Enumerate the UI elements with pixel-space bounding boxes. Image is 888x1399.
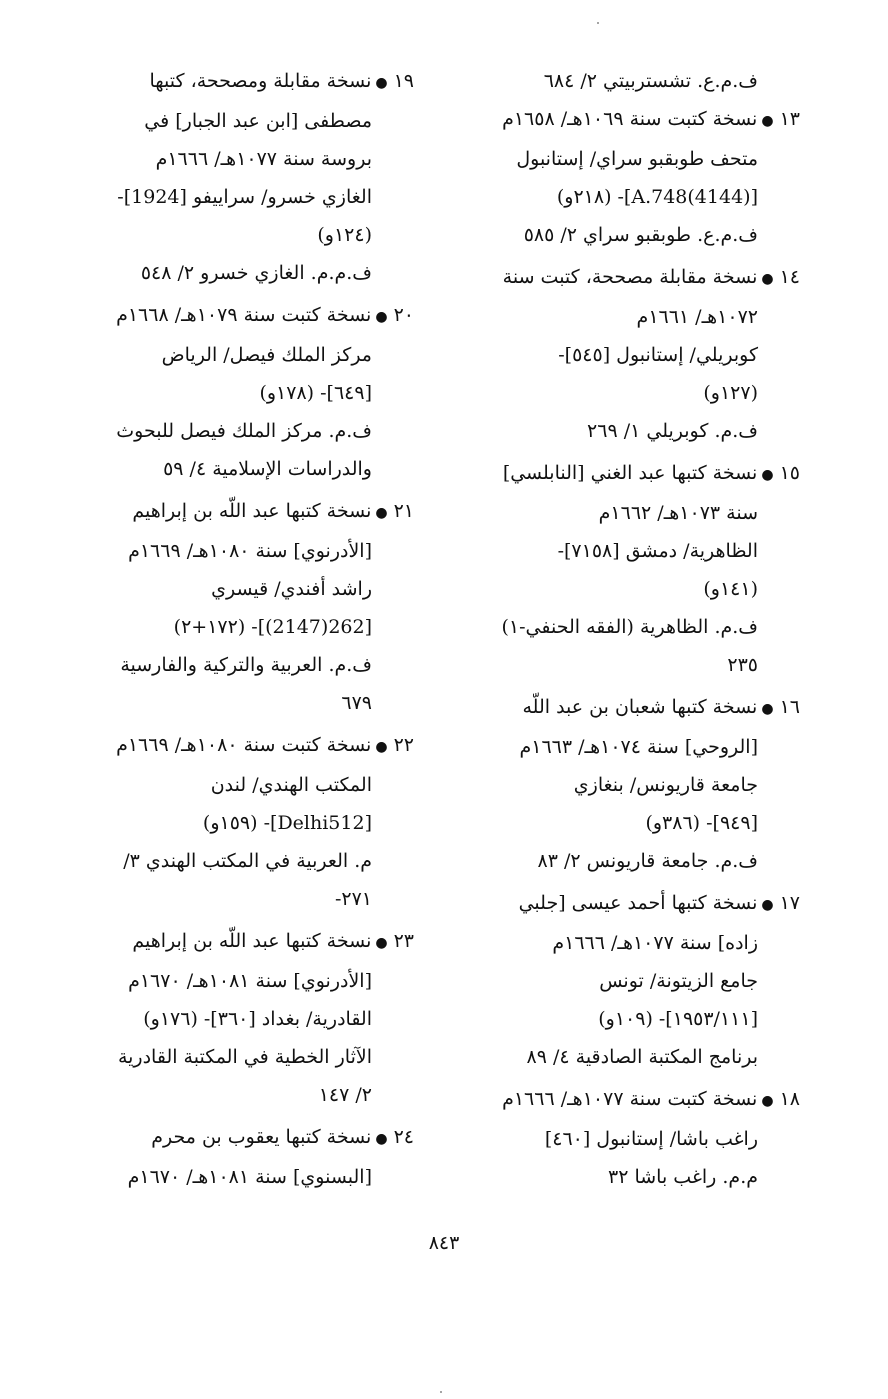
entry-line: ف.م.ع. طوبقبو سراي ٢/ ٥٨٥ — [523, 224, 758, 246]
entry-line: م. العربية في المكتب الهندي ٣/ — [123, 850, 372, 872]
entry-number: ١٤ — [779, 266, 800, 288]
bullet-icon: ● — [375, 505, 388, 521]
entry-line: نسخة كتبها عبد الغني [النابلسي] — [502, 462, 758, 484]
entry-line: برنامج المكتبة الصادقية ٤/ ٨٩ — [526, 1046, 758, 1068]
manuscript-entry — [84, 922, 414, 1114]
bullet-icon: ● — [761, 701, 774, 717]
entry-line: راغب باشا/ إستانبول [٤٦٠] — [544, 1128, 758, 1150]
entry-line: نسخة كتبت سنة ١٠٧٩هـ/ ١٦٦٨م — [116, 304, 372, 326]
bullet-icon: ● — [375, 739, 388, 755]
entry-line: ١٠٧٢هـ/ ١٦٦١م — [636, 306, 758, 328]
entry-line: نسخة كتبت سنة ١٠٦٩هـ/ ١٦٥٨م — [502, 108, 758, 130]
entry-spacer — [84, 1196, 414, 1200]
entry-line: ف.م. مركز الملك فيصل للبحوث — [116, 420, 372, 442]
manuscript-entry — [470, 688, 800, 880]
entry-number: ١٣ — [779, 108, 800, 130]
entry-line: [Delhi512]- (١٥٩و) — [202, 812, 372, 834]
page-number: ٨٤٣ — [428, 1232, 460, 1254]
right-column — [470, 62, 800, 1200]
entry-first-line — [470, 454, 800, 494]
entry-line: ف.م.م. الغازي خسرو ٢/ ٥٤٨ — [140, 262, 372, 284]
entry-line: نسخة كتبت سنة ١٠٧٧هـ/ ١٦٦٦م — [502, 1088, 758, 1110]
entry-number: ١٨ — [779, 1088, 800, 1110]
entry-line: [262(2147)]- (١٧٢+٢) — [173, 616, 372, 638]
entry-line: جامعة قاريونس/ بنغازي — [573, 774, 758, 796]
entry-number: ٢٢ — [393, 734, 414, 756]
manuscript-entry — [470, 1080, 800, 1196]
bullet-icon: ● — [761, 1093, 774, 1109]
entry-first-line — [470, 258, 800, 298]
entry-first-line — [84, 62, 414, 102]
entry-line: زاده] سنة ١٠٧٧هـ/ ١٦٦٦م — [552, 932, 758, 954]
entry-number: ١٩ — [393, 70, 414, 92]
entry-number: ١٧ — [779, 892, 800, 914]
entry-number: ٢١ — [393, 500, 414, 522]
entry-line: نسخة كتبها أحمد عيسى [جلبي — [518, 892, 758, 914]
entry-line: الغازي خسرو/ سراييفو [1924]- — [117, 186, 372, 208]
entry-line: ف.م. الظاهرية (الفقه الحنفي-١) — [501, 616, 758, 638]
entry-line: م.م. راغب باشا ٣٢ — [608, 1166, 758, 1188]
entry-line: والدراسات الإسلامية ٤/ ٥٩ — [163, 458, 372, 480]
entry-line: (١٢٧و) — [703, 382, 758, 404]
entry-line: كوبريلي/ إستانبول [٥٤٥]- — [558, 344, 758, 366]
entry-number: ٢٠ — [393, 304, 414, 326]
manuscript-entry — [470, 454, 800, 684]
bullet-icon: ● — [375, 309, 388, 325]
entry-line: متحف طوبقبو سراي/ إستانبول — [516, 148, 758, 170]
entry-line: ٢٧١- — [334, 888, 372, 910]
entry-first-line — [84, 492, 414, 532]
scan-speck — [440, 1391, 442, 1393]
entry-line: نسخة كتبت سنة ١٠٨٠هـ/ ١٦٦٩م — [116, 734, 372, 756]
left-column — [84, 62, 414, 1200]
entry-line: ف.م. العربية والتركية والفارسية — [120, 654, 372, 676]
bullet-icon: ● — [375, 1131, 388, 1147]
entry-line: (١٢٤و) — [317, 224, 372, 246]
entry-line: نسخة كتبها شعبان بن عبد اللّه — [522, 696, 758, 718]
entry-line: [الروحي] سنة ١٠٧٤هـ/ ١٦٦٣م — [519, 736, 758, 758]
entry-line: القادرية/ بغداد [٣٦٠]- (١٧٦و) — [143, 1008, 372, 1030]
entry-line: مصطفى [ابن عبد الجبار] في — [144, 110, 372, 132]
scan-speck — [597, 22, 599, 24]
entry-first-line — [84, 296, 414, 336]
bullet-icon: ● — [375, 75, 388, 91]
entry-line: [البسنوي] سنة ١٠٨١هـ/ ١٦٧٠م — [127, 1166, 372, 1188]
entry-first-line — [84, 726, 414, 766]
entry-spacer — [470, 1196, 800, 1200]
entry-line: نسخة كتبها عبد اللّه بن إبراهيم — [132, 930, 372, 952]
manuscript-entry — [84, 492, 414, 722]
entry-number: ٢٤ — [393, 1126, 414, 1148]
entry-line: الآثار الخطية في المكتبة القادرية — [117, 1046, 372, 1068]
entry-line: ف.م. جامعة قاريونس ٢/ ٨٣ — [537, 850, 758, 872]
manuscript-entry — [470, 100, 800, 254]
entry-number: ٢٣ — [393, 930, 414, 952]
bullet-icon: ● — [375, 935, 388, 951]
entry-first-line — [470, 884, 800, 924]
manuscript-entry — [84, 62, 414, 292]
entry-first-line — [470, 1080, 800, 1120]
entry-line: (١٤١و) — [703, 578, 758, 600]
entry-first-line — [470, 100, 800, 140]
entry-number: ١٦ — [779, 696, 800, 718]
entry-first-line — [84, 1118, 414, 1158]
manuscript-entry — [84, 1118, 414, 1196]
entry-line: [١٩٥٣/١١١]- (١٠٩و) — [598, 1008, 758, 1030]
entry-line: نسخة كتبها يعقوب بن محرم — [151, 1126, 372, 1148]
entry-line: [٦٤٩]- (١٧٨و) — [259, 382, 372, 404]
entry-line: مركز الملك فيصل/ الرياض — [161, 344, 372, 366]
entry-line: سنة ١٠٧٣هـ/ ١٦٦٢م — [598, 502, 758, 524]
lead-line: ف.م.ع. تشستربيتي ٢/ ٦٨٤ — [543, 70, 758, 92]
entry-line: ٢٣٥ — [727, 654, 758, 676]
entry-line: [٩٤٩]- (٣٨٦و) — [645, 812, 758, 834]
entry-line: ف.م. كوبريلي ١/ ٢٦٩ — [587, 420, 758, 442]
manuscript-entry — [470, 258, 800, 450]
entry-line: نسخة مقابلة ومصححة، كتبها — [149, 70, 372, 92]
entry-first-line — [84, 922, 414, 962]
entry-line: جامع الزيتونة/ تونس — [599, 970, 758, 992]
entry-line: الظاهرية/ دمشق [٧١٥٨]- — [557, 540, 758, 562]
entry-line: نسخة مقابلة مصححة، كتبت سنة — [502, 266, 758, 288]
bullet-icon: ● — [761, 897, 774, 913]
entry-number: ١٥ — [779, 462, 800, 484]
manuscript-entry — [84, 296, 414, 488]
bullet-icon: ● — [761, 271, 774, 287]
entry-line: ٢/ ١٤٧ — [318, 1084, 372, 1106]
manuscript-entry — [470, 884, 800, 1076]
bullet-icon: ● — [761, 113, 774, 129]
entry-line: بروسة سنة ١٠٧٧هـ/ ١٦٦٦م — [155, 148, 372, 170]
entry-first-line — [470, 688, 800, 728]
entry-line: راشد أفندي/ قيسري — [211, 578, 372, 600]
entry-line: [A.748(4144)]- (٢١٨و) — [556, 186, 758, 208]
entry-line: ٦٧٩ — [341, 692, 372, 714]
bullet-icon: ● — [761, 467, 774, 483]
entry-line: [الأدرنوي] سنة ١٠٨١هـ/ ١٦٧٠م — [128, 970, 372, 992]
entry-line: المكتب الهندي/ لندن — [210, 774, 372, 796]
entry-line: نسخة كتبها عبد اللّه بن إبراهيم — [132, 500, 372, 522]
manuscript-entry — [84, 726, 414, 918]
entry-line: [الأدرنوي] سنة ١٠٨٠هـ/ ١٦٦٩م — [128, 540, 372, 562]
